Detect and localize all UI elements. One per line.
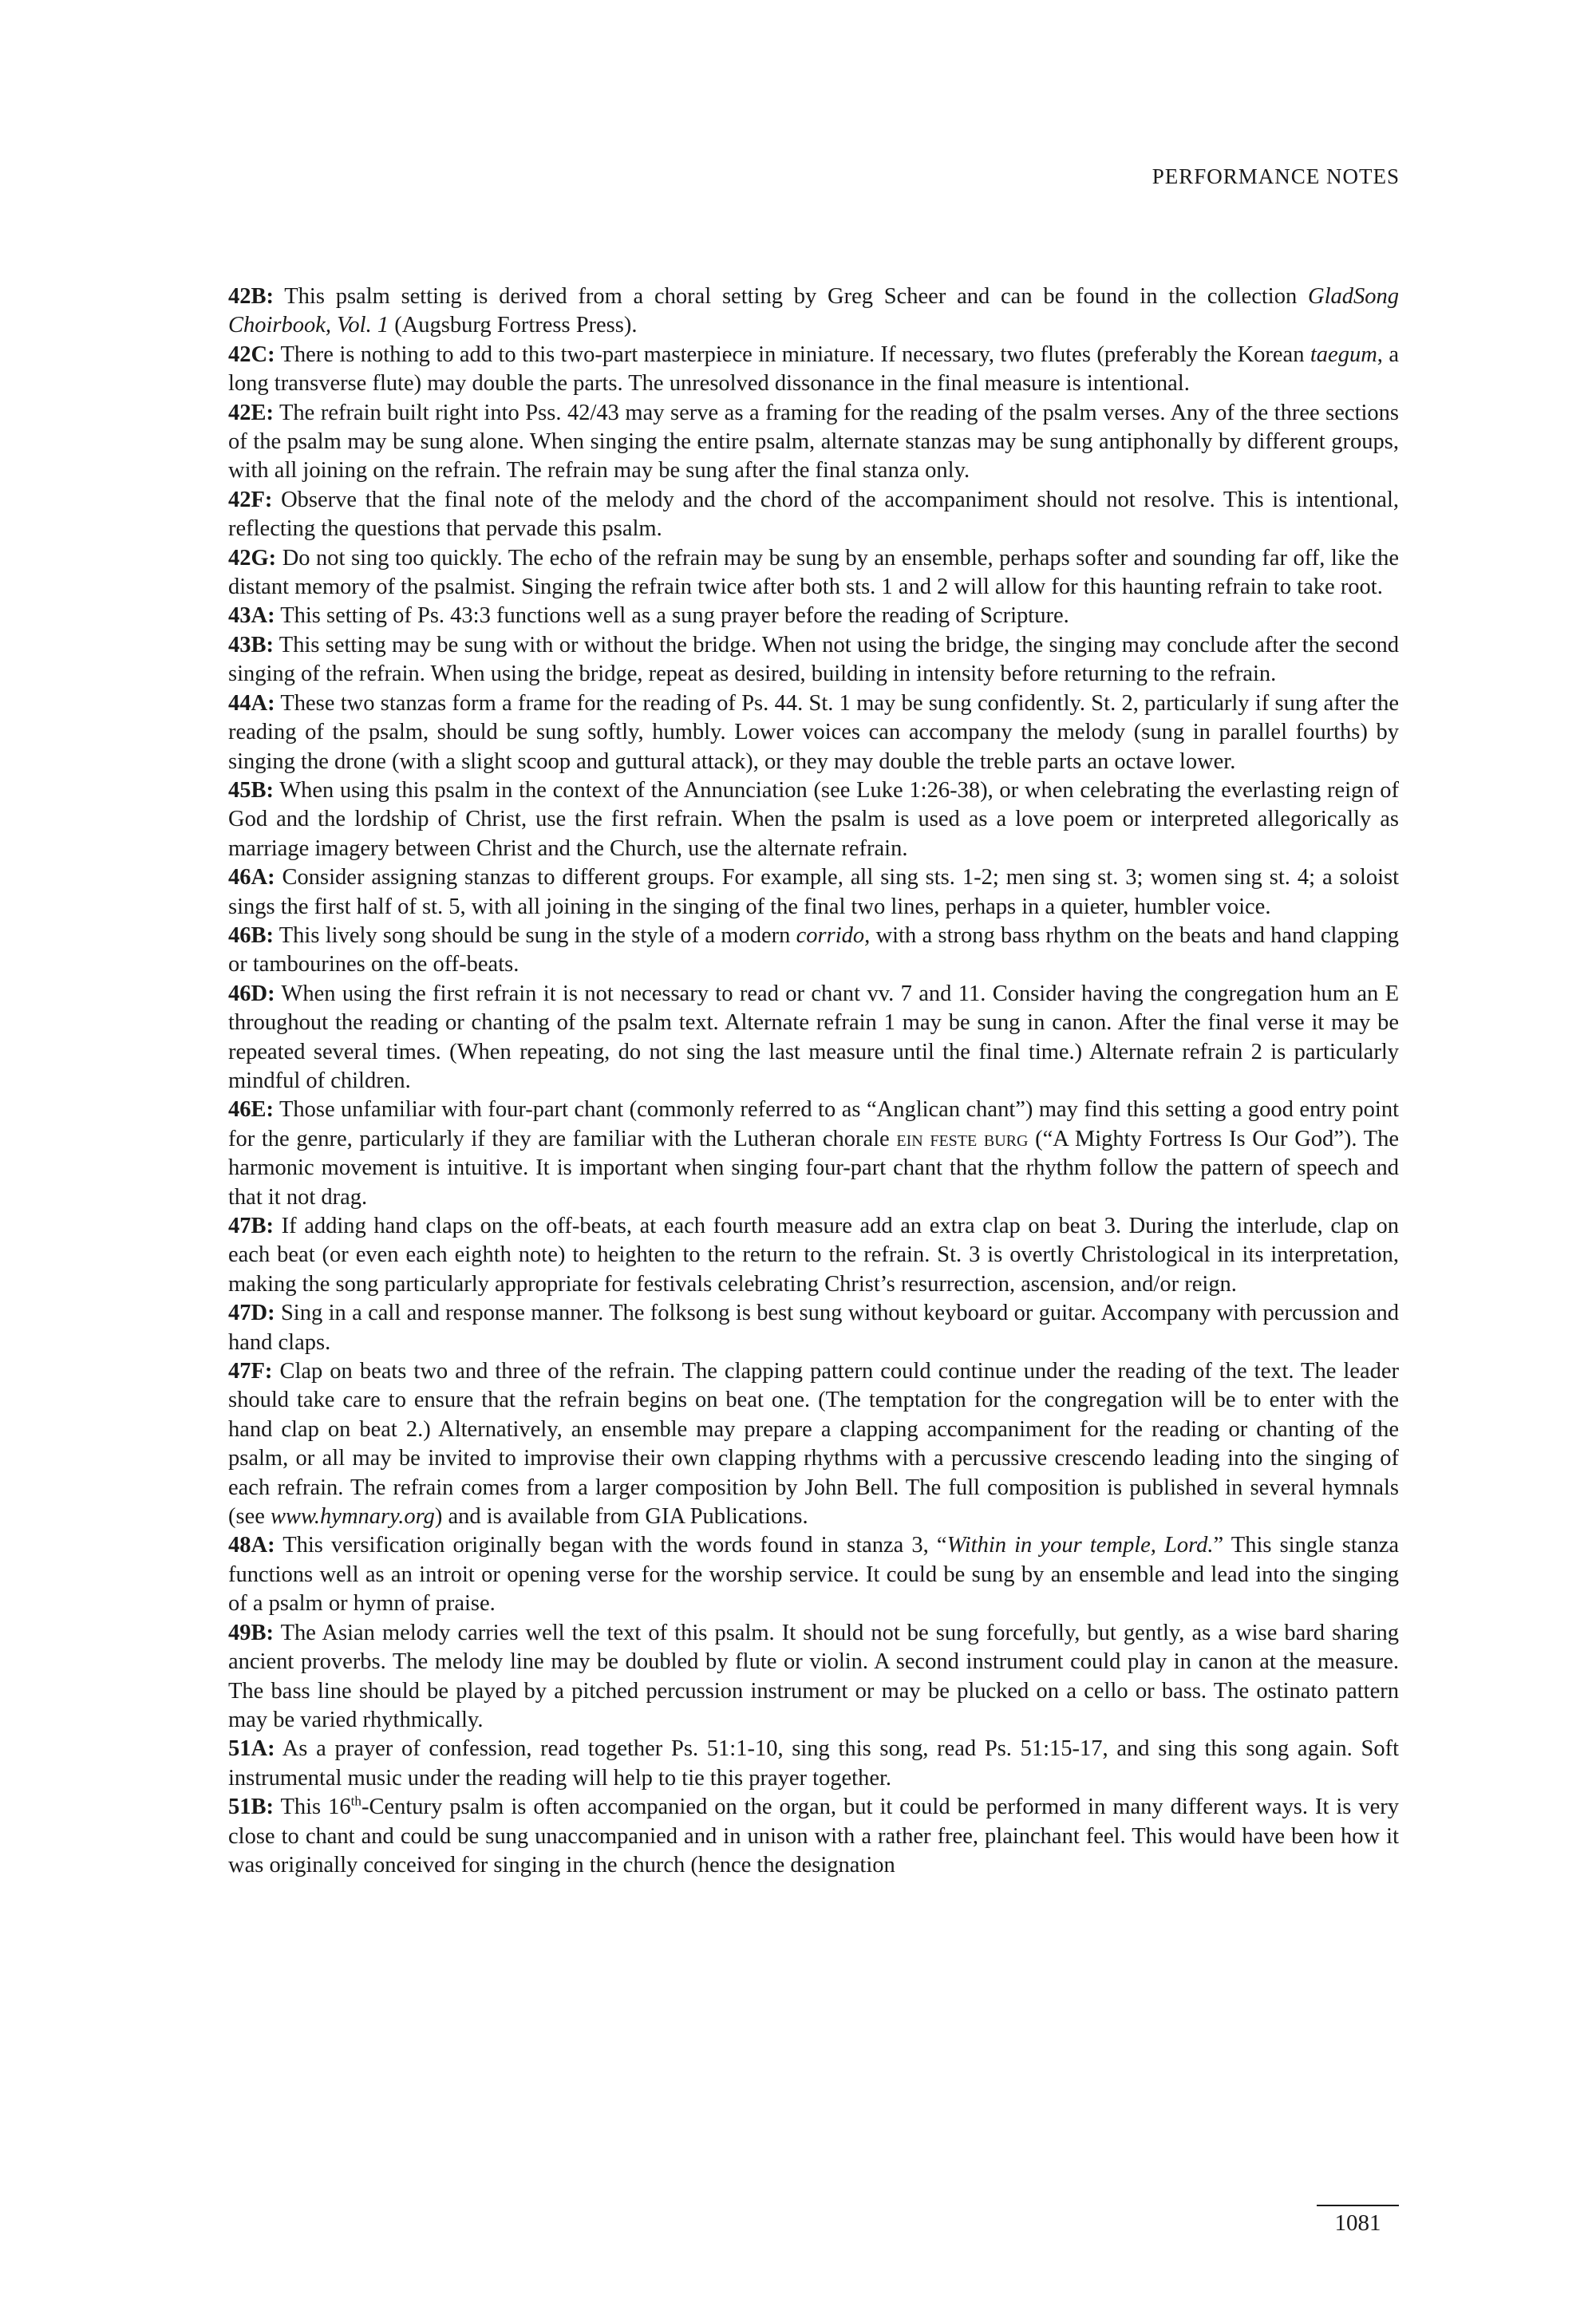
note-entry [228, 1735, 1399, 1793]
running-head: PERFORMANCE NOTES [1152, 164, 1400, 188]
folio-rule [1317, 2205, 1399, 2206]
note-entry [228, 1531, 1399, 1618]
note-text: When using the first refrain it is not necessary to read or chant vv. 7 and 11. Consider having the congregation hum an E throughout the reading or chanting of the psalm text. Alternate refrain 1 may be sung in canon. After the final verse it may be repeated several times. (When repeating, do not sing the last measure until the final time.) Alternate refrain 2 is particularly mindful of children. [228, 981, 1399, 1093]
note-text: -Century psalm is often accompanied on the organ, but it could be performed in many different ways. It is very close to chant and could be sung unaccompanied and in unison with a rather free, plainchant feel. This would have been how it was originally conceived for singing in the church (hence the designation [228, 1795, 1400, 1878]
note-label: 47D: [228, 1301, 275, 1326]
note-label: 47B: [228, 1214, 274, 1238]
note-text: As a prayer of confession, read together Ps. 51:1-10, sing this song, read Ps. 51:15-17, and sing this song again. Soft instrumental music under the reading will help to tie this prayer together. [228, 1736, 1399, 1791]
note-label: 42G: [228, 545, 277, 571]
note-label: 48A: [228, 1533, 275, 1558]
note-label: 51B: [228, 1795, 274, 1820]
note-entry [228, 689, 1399, 776]
note-label: 46B: [228, 922, 274, 948]
note-entry [228, 922, 1399, 980]
note-text: This versification originally began with the words found in stanza 3, “ [275, 1533, 947, 1558]
note-text: Those unfamiliar with four-part chant (commonly referred to as “Anglican chant”) may find this setting a good entry point for the genre, particularly if they are familiar with the Lutheran chorale [228, 1097, 1399, 1151]
note-text: The Asian melody carries well the text of this psalm. It should not be sung forcefully, but gently, as a wise bard sharing ancient proverbs. The melody line may be doubled by flute or violin. A second instrument could play in canon at the measure. The bass line should be played by a pitched percussion instrument or may be plucked on a cello or bass. The ostinato pattern may be varied rhythmically. [228, 1620, 1399, 1732]
note-text: There is nothing to add to this two-part masterpiece in miniature. If necessary, two flutes (preferably the Korean [275, 342, 1310, 367]
note-entry [228, 1619, 1399, 1736]
note-entry [228, 282, 1399, 341]
note-entry [228, 863, 1399, 922]
note-text: www.hymnary.org [271, 1504, 435, 1530]
note-entry [228, 602, 1399, 630]
note-label: 46D: [228, 981, 275, 1006]
note-label: 46A: [228, 865, 275, 890]
note-entry [228, 1299, 1399, 1357]
note-entry [228, 1793, 1399, 1880]
note-label: 49B: [228, 1620, 274, 1645]
note-label: 51A: [228, 1736, 275, 1762]
note-entry [228, 544, 1399, 602]
note-text: (“A Mighty Fortress Is Our God”). The harmonic movement is intuitive. It is important when singing four-part chant that the rhythm follow the pattern of speech and that it not drag. [228, 1126, 1399, 1210]
note-text: taegum [1310, 342, 1377, 367]
note-text: th [350, 1793, 361, 1809]
note-label: 43A: [228, 603, 275, 629]
note-text: If adding hand claps on the off-beats, at each fourth measure add an extra clap on beat 3. During the interlude, clap on each beat (or even each eighth note) to heighten to the return to the refrain. St. 3 is overtly Christological in its interpretation, making the song particularly appropriate for festivals celebrating Christ’s resurrection, ascension, and/or reign. [228, 1214, 1399, 1297]
note-text: (Augsburg Fortress Press). [389, 313, 638, 338]
note-text: corrido, [796, 922, 871, 948]
note-entry [228, 486, 1399, 544]
note-label: 42F: [228, 487, 273, 512]
note-text: This setting may be sung with or without the bridge. When not using the bridge, the singing may conclude after the second singing of the refrain. When using the bridge, repeat as desired, building in intensity before returning to the refrain. [228, 632, 1399, 687]
note-text: Observe that the final note of the melody and the chord of the accompaniment should not resolve. This is intentional, reflecting the questions that pervade this psalm. [228, 487, 1399, 542]
note-text: ” This single stanza functions well as an introit or opening verse for the worship service. It could be sung by an ensemble and lead into the singing of a psalm or hymn of praise. [228, 1533, 1399, 1617]
note-entry [228, 399, 1399, 486]
note-text: ein feste burg [896, 1126, 1029, 1151]
note-text: Sing in a call and response manner. The folksong is best sung without keyboard or guitar. Accompany with percussion and hand claps. [228, 1301, 1399, 1355]
note-text: Consider assigning stanzas to different groups. For example, all sing sts. 1-2; men sing st. 3; women sing st. 4; a soloist sings the first half of st. 5, with all joining in the singing of the final two lines, perhaps in a quieter, humbler voice. [228, 865, 1399, 919]
note-entry [228, 980, 1399, 1096]
note-text: When using this psalm in the context of the Annunciation (see Luke 1:26-38), or when celebrating the everlasting reign of God and the lordship of Christ, use the first refrain. When the psalm is used as a love poem or interpreted allegorically as marriage imagery between Christ and the Church, use the alternate refrain. [228, 777, 1399, 861]
note-text: This setting of Ps. 43:3 functions well as a sung prayer before the reading of Scripture. [275, 603, 1069, 629]
note-label: 44A: [228, 690, 275, 716]
note-label: 47F: [228, 1359, 273, 1384]
note-text: These two stanzas form a frame for the reading of Ps. 44. St. 1 may be sung confidently. St. 2, particularly if sung after the reading of the psalm, should be sung softly, humbly. Lower voices can accompany the melody (sung in parallel fourths) by singing the drone (with a slight scoop and guttural attack), or they may double the treble parts an octave lower. [228, 690, 1399, 774]
note-entry [228, 776, 1399, 863]
note-text: Do not sing too quickly. The echo of the refrain may be sung by an ensemble, perhaps softer and sounding far off, like the distant memory of the psalmist. Singing the refrain twice after both sts. 1 and 2 will allow for this haunting refrain to take root. [228, 545, 1399, 600]
note-entry [228, 1212, 1399, 1299]
note-text: ) and is available from GIA Publications. [434, 1504, 808, 1530]
note-text: GladSong Choirbook, Vol. 1 [228, 284, 1399, 338]
page-number: 1081 [1334, 2210, 1381, 2236]
note-text: The refrain built right into Pss. 42/43 may serve as a framing for the reading of the psalm verses. Any of the three sections of the psalm may be sung alone. When singing the entire psalm, alternate stanzas may be sung antiphonally by different groups, with all joining on the refrain. The refrain may be sung after the final stanza only. [228, 400, 1399, 484]
note-entry [228, 1096, 1399, 1212]
note-label: 43B: [228, 632, 274, 657]
note-entry [228, 1357, 1399, 1531]
note-label: 42E: [228, 400, 274, 425]
performance-notes-body [228, 282, 1399, 1880]
note-text: This lively song should be sung in the style of a modern [274, 922, 796, 948]
note-label: 46E: [228, 1097, 274, 1123]
note-entry [228, 341, 1399, 399]
note-label: 42B: [228, 284, 274, 309]
note-label: 45B: [228, 777, 274, 803]
note-text: Clap on beats two and three of the refrain. The clapping pattern could continue under the reading of the text. The leader should take care to ensure that the refrain begins on beat one. (The temptation for the congregation will be to enter with the hand clap on beat 2.) Alternatively, an ensemble may prepare a clapping accompaniment for the reading or chanting of the psalm, or all may be invited to improvise their own clapping rhythms with a percussive crescendo leading into the singing of each refrain. The refrain comes from a larger composition by John Bell. The full composition is published in several hymnals (see [228, 1359, 1399, 1530]
note-text: Within in your temple, Lord. [946, 1533, 1214, 1558]
note-text: This 16 [274, 1795, 351, 1820]
note-text: , a long transverse flute) may double the parts. The unresolved dissonance in the final measure is intentional. [228, 342, 1399, 397]
note-text: This psalm setting is derived from a choral setting by Greg Scheer and can be found in the collection [274, 284, 1308, 309]
note-label: 42C: [228, 342, 275, 367]
note-entry [228, 631, 1399, 689]
note-text: with a strong bass rhythm on the beats and hand clapping or tambourines on the off-beats. [228, 922, 1399, 977]
